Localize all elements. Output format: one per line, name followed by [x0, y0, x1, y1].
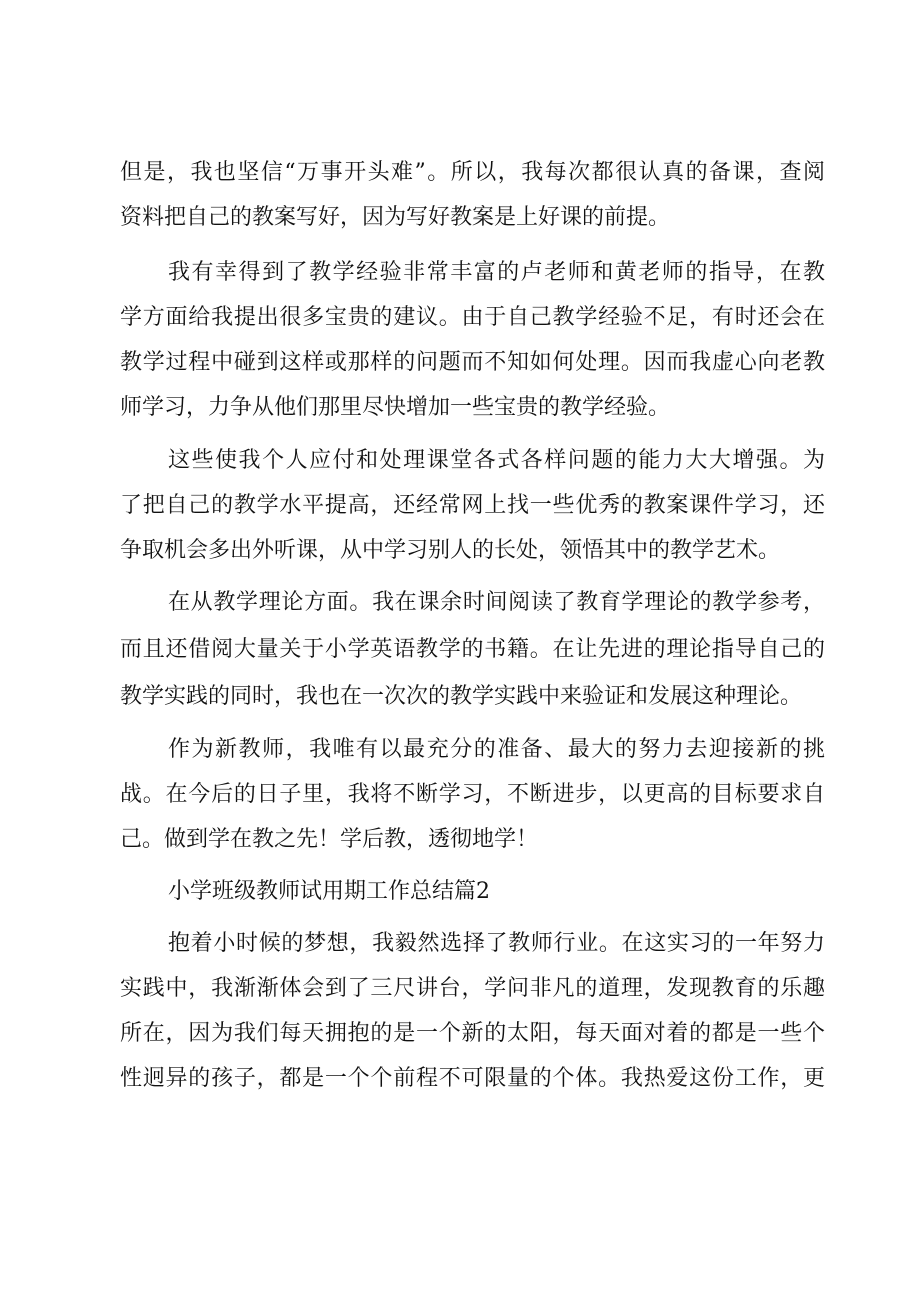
text-line: 资料把自己的教案写好，因为写好教案是上好课的前提。 [120, 205, 671, 230]
paragraph-line [0, 820, 920, 860]
paragraph-line [0, 198, 920, 238]
text-line: 性迥异的孩子，都是一个个前程不可限量的个体。我热爱这份工作，更 [120, 1066, 825, 1091]
paragraph-line [0, 969, 920, 1009]
paragraph-line [0, 441, 920, 481]
paragraph-line [0, 775, 920, 815]
paragraph-line [0, 343, 920, 383]
paragraph-line [0, 486, 920, 526]
paragraph-line [0, 630, 920, 670]
text-line: 己。做到学在教之先！学后教，透彻地学！ [120, 827, 539, 852]
text-line: 教学实践的同时，我也在一次次的教学实践中来验证和发展这种理论。 [120, 684, 803, 709]
heading-text: 小学班级教师试用期工作总结篇2 [168, 879, 490, 904]
paragraph-line [0, 298, 920, 338]
paragraph-line [0, 677, 920, 717]
text-line: 这些使我个人应付和处理课堂各式各样问题的能力大大增强。为 [168, 448, 825, 473]
text-line: 在从教学理论方面。我在课余时间阅读了教育学理论的教学参考， [168, 590, 825, 615]
paragraph-line [0, 253, 920, 293]
paragraph-line [0, 730, 920, 770]
text-line: 学方面给我提出很多宝贵的建议。由于自己教学经验不足，有时还会在 [120, 305, 825, 330]
text-line: 抱着小时候的梦想，我毅然选择了教师行业。在这实习的一年努力 [168, 931, 825, 956]
text-line: 作为新教师，我唯有以最充分的准备、最大的努力去迎接新的挑 [168, 737, 825, 762]
text-line: 所在，因为我们每天拥抱的是一个新的太阳，每天面对着的都是一些个 [120, 1021, 825, 1046]
section-heading [0, 872, 920, 912]
text-line: 师学习，力争从他们那里尽快增加一些宝贵的教学经验。 [120, 395, 671, 420]
text-line: 战。在今后的日子里，我将不断学习，不断进步，以更高的目标要求自 [120, 782, 825, 807]
paragraph-line [0, 388, 920, 428]
text-line: 教学过程中碰到这样或那样的问题而不知如何处理。因而我虚心向老教 [120, 350, 825, 375]
paragraph-line [0, 583, 920, 623]
text-line: 了把自己的教学水平提高，还经常网上找一些优秀的教案课件学习，还 [120, 493, 825, 518]
paragraph-line [0, 531, 920, 571]
paragraph-line [0, 153, 920, 193]
text-line: 而且还借阅大量关于小学英语教学的书籍。在让先进的理论指导自己的 [120, 637, 825, 662]
paragraph-line [0, 924, 920, 964]
text-line: 争取机会多出外听课，从中学习别人的长处，领悟其中的教学艺术。 [120, 538, 781, 563]
text-line: 但是，我也坚信“万事开头难”。所以，我每次都很认真的备课，查阅 [120, 160, 825, 185]
paragraph-line [0, 1059, 920, 1099]
text-line: 实践中，我渐渐体会到了三尺讲台，学问非凡的道理，发现教育的乐趣 [120, 976, 825, 1001]
text-line: 我有幸得到了教学经验非常丰富的卢老师和黄老师的指导，在教 [168, 260, 825, 285]
paragraph-line [0, 1014, 920, 1054]
